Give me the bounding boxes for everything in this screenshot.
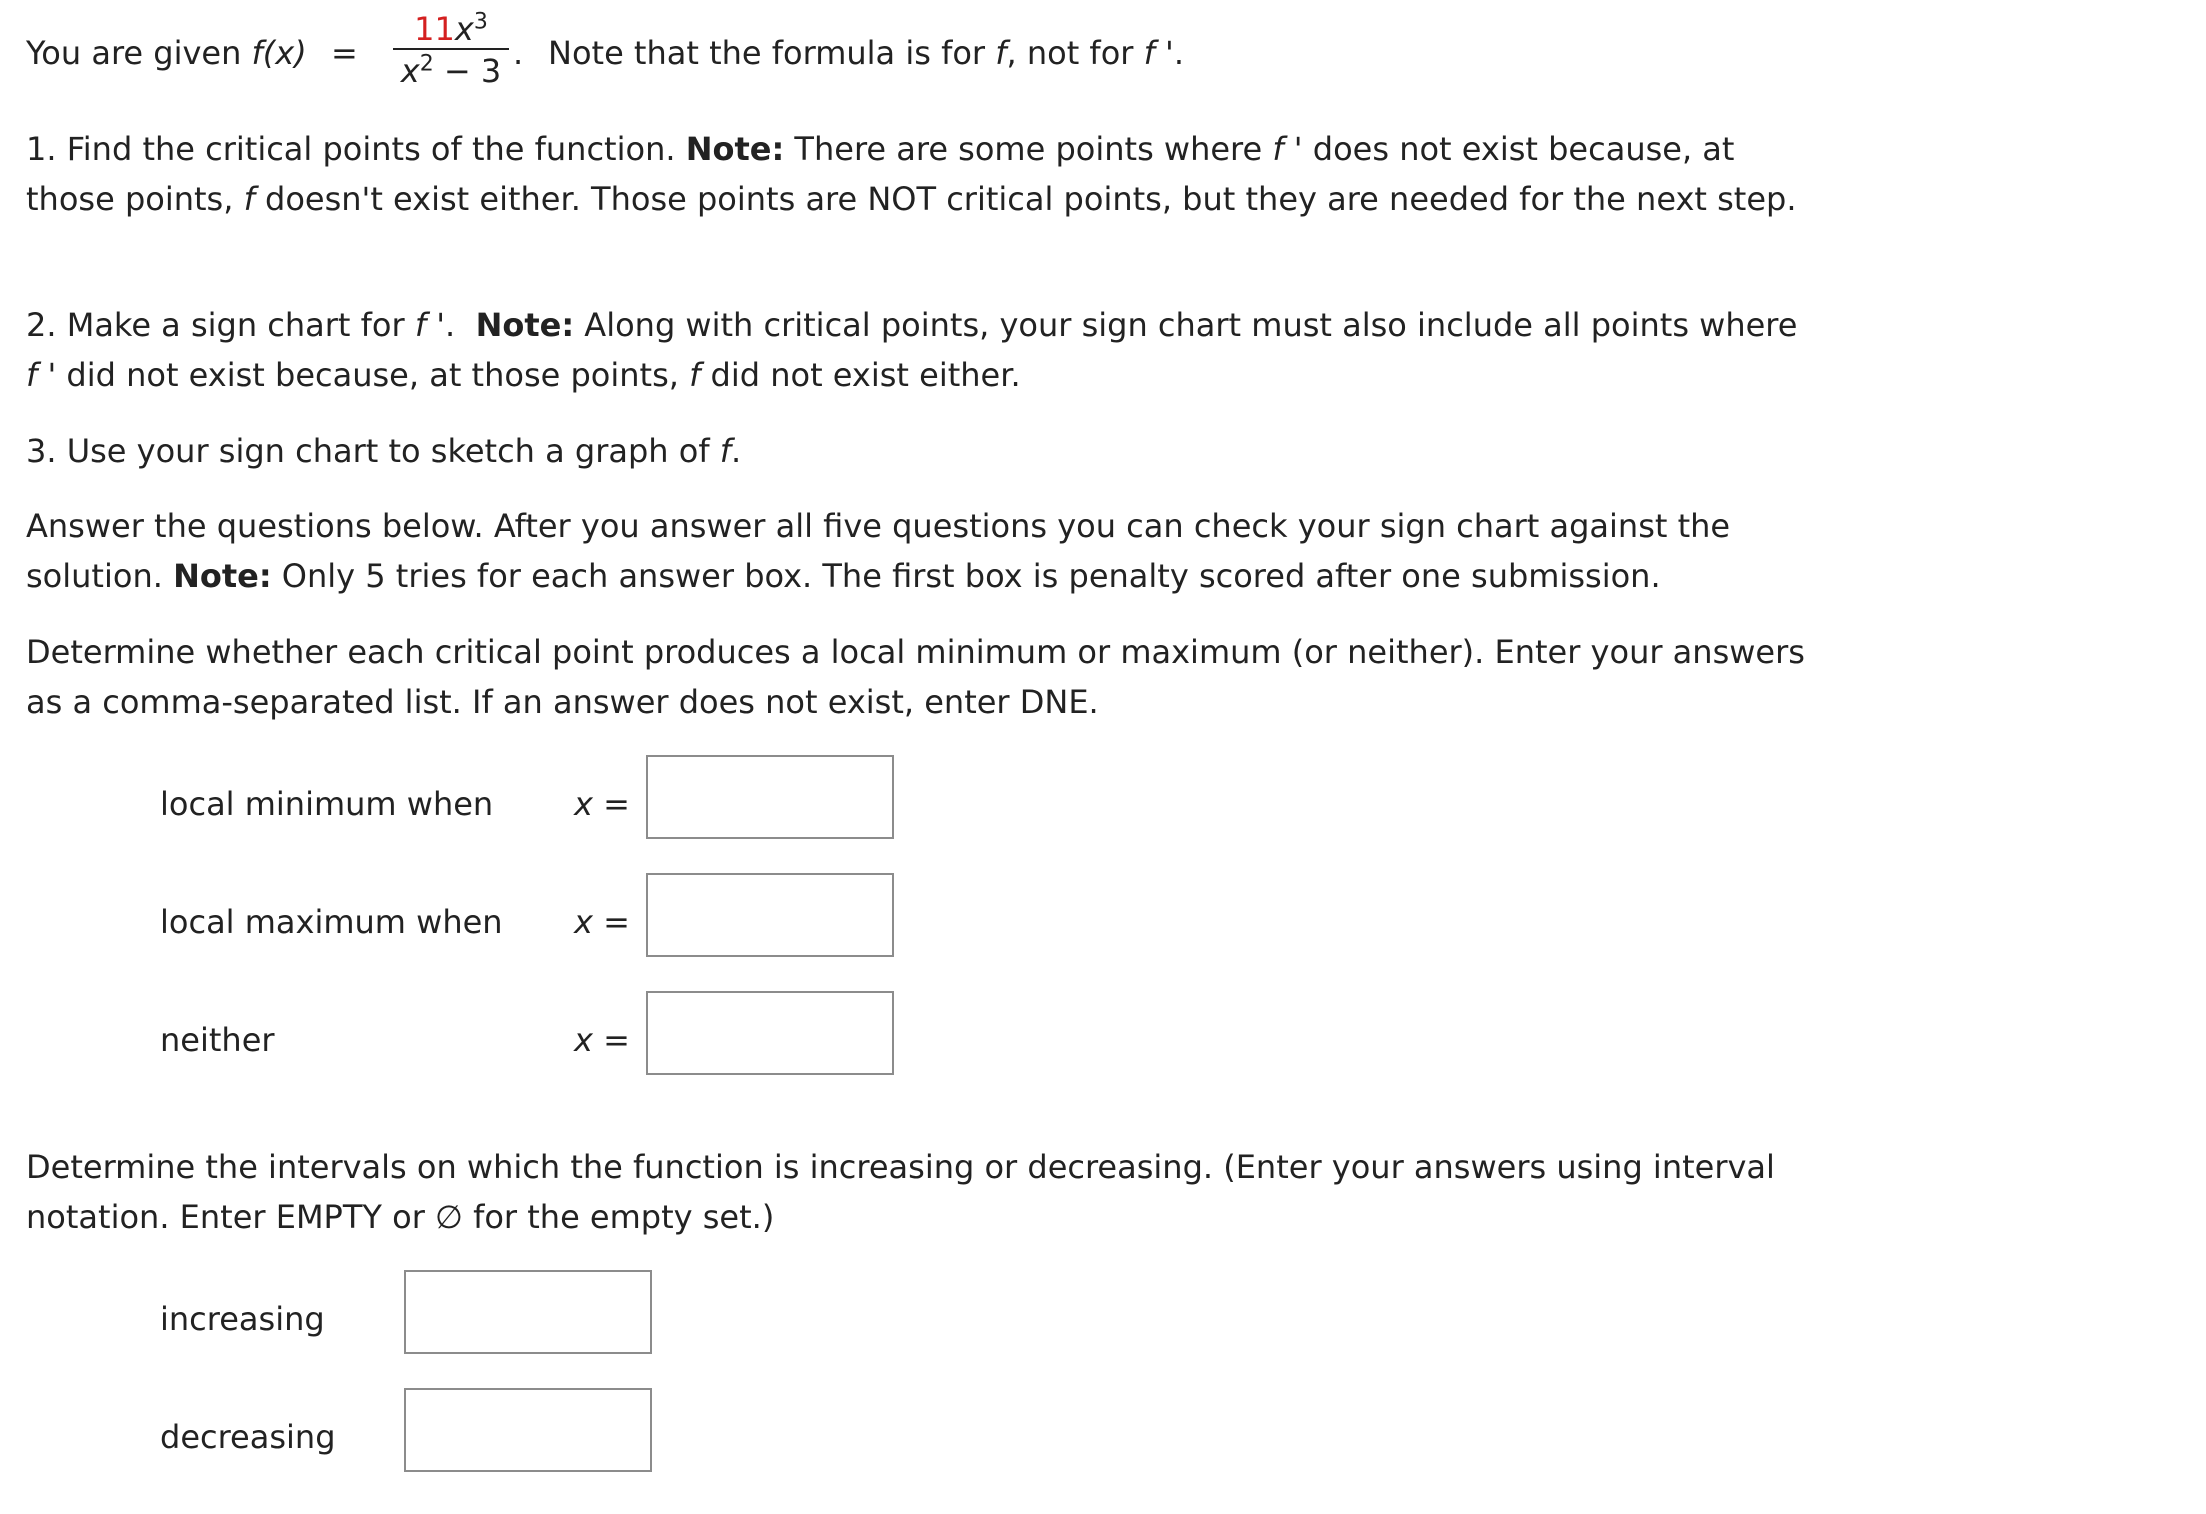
fraction-period: . [513,34,524,72]
decreasing-label: decreasing [160,1418,336,1456]
note-text-a: Note that the formula is for [548,34,996,72]
step1-fprime: f ' [1272,130,1303,168]
neither-x-eq [574,1021,630,1059]
numerator-exponent: 3 [473,9,488,35]
step2-text-e: did not exist either. [700,356,1021,394]
intro-prefix [26,34,307,72]
step1-text-b: There are some points where [784,130,1273,168]
step-3 [26,426,1806,476]
local-minimum-label: local minimum when [160,785,494,823]
step1-text-c: does not exist because, at those points, [26,130,1735,218]
function-name: f(x) [251,34,307,72]
neither-label: neither [160,1021,275,1059]
step2-text-a: 2. Make a sign chart for [26,306,415,344]
neither-eq: = [592,1021,630,1059]
denominator-variable: x [400,52,420,90]
step-2 [26,300,1806,400]
increasing-label: increasing [160,1300,325,1338]
local-maximum-input[interactable] [646,873,894,957]
instructions-text-a: Answer the questions below. After you answer all five questions you can check your sign chart against the solution. [26,507,1731,595]
step2-f: f [689,356,701,394]
step3-text-b: . [731,432,742,470]
local-maximum-x-eq [574,903,630,941]
step2-fprime-2: f ' [26,356,57,394]
step2-text-d: did not exist because, at those points, [56,356,690,394]
equals-sign: = [331,34,358,72]
numerator-coefficient: 11 [414,10,455,48]
step1-f: f [243,180,255,218]
step-1 [26,124,1806,224]
step3-text-a: 3. Use your sign chart to sketch a graph of [26,432,720,470]
instructions-note-label: Note: [173,557,272,595]
fraction-numerator [391,10,511,48]
critical-points-prompt: Determine whether each critical point produces a local minimum or maximum (or neither). Enter your answers as a comma-separated list. If an answer does not exist, enter DNE. [26,633,1805,721]
step2-text-c: Along with critical points, your sign chart must also include all points where [574,306,1798,344]
intervals-prompt: Determine the intervals on which the function is increasing or decreasing. (Enter your answers using interval notation. Enter EMPTY or ∅ for the empty set.) [26,1148,1775,1236]
fraction-bar [393,48,509,50]
step2-fprime: f ' [414,306,446,344]
local-minimum-var: x [574,785,593,823]
neither-var: x [574,1021,593,1059]
local-minimum-input[interactable] [646,755,894,839]
local-maximum-var: x [574,903,593,941]
numerator-variable: x [454,10,474,48]
neither-input[interactable] [646,991,894,1075]
denominator-rest: − 3 [433,52,502,90]
local-minimum-x-eq [574,785,630,823]
step1-note-label: Note: [685,130,785,168]
problem-statement [26,10,1626,110]
fraction-denominator [391,52,511,90]
local-maximum-eq: = [592,903,630,941]
note-text-b: , not for [1006,34,1144,72]
decreasing-input[interactable] [404,1388,652,1472]
intro-prefix-text: You are given [26,34,252,72]
answer-instructions [26,501,1806,601]
note-fprime: f ' [1143,34,1174,72]
step2-text-b: . [445,306,476,344]
instructions-text-b: Only 5 tries for each answer box. The first box is penalty scored after one submission. [271,557,1661,595]
formula-note [548,34,1184,72]
step3-f: f [719,432,732,470]
local-maximum-label: local maximum when [160,903,503,941]
increasing-input[interactable] [404,1270,652,1354]
note-f: f [995,34,1007,72]
step1-text-a: 1. Find the critical points of the function. [26,130,686,168]
denominator-exponent: 2 [419,51,434,77]
note-text-c: . [1173,34,1184,72]
local-minimum-eq: = [592,785,630,823]
step2-note-label: Note: [475,306,575,344]
step1-text-d: doesn't exist either. Those points are NOT critical points, but they are needed for the next step. [254,180,1797,218]
